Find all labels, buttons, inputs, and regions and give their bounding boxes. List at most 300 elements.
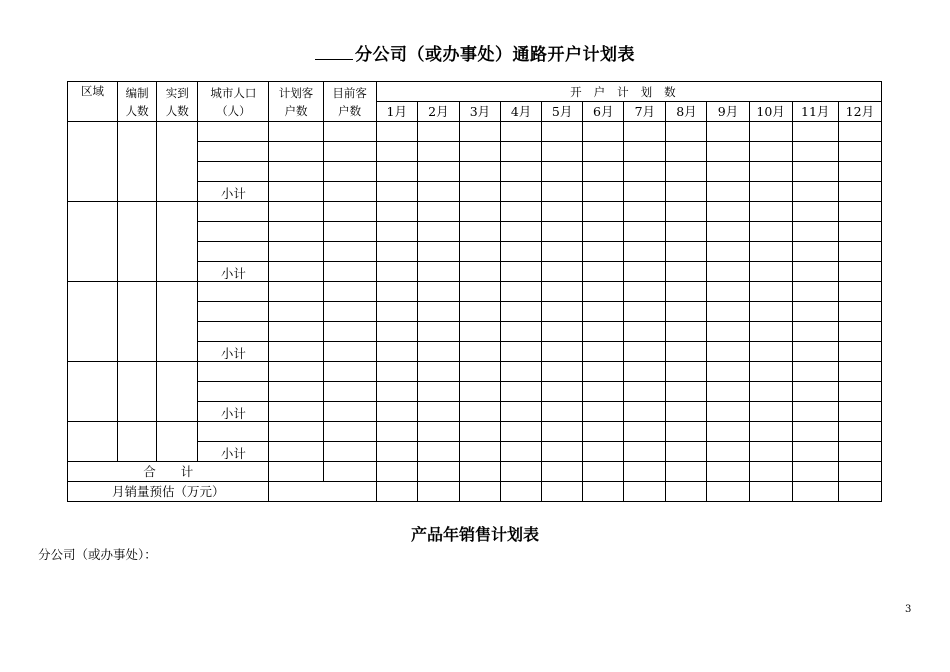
blank-cell[interactable] <box>749 142 792 162</box>
city-cell[interactable] <box>198 362 269 382</box>
blank-cell[interactable] <box>542 142 583 162</box>
blank-cell[interactable] <box>583 442 624 462</box>
blank-cell[interactable] <box>542 382 583 402</box>
blank-cell[interactable] <box>792 322 838 342</box>
blank-cell[interactable] <box>269 322 323 342</box>
blank-cell[interactable] <box>501 462 542 482</box>
blank-cell[interactable] <box>583 382 624 402</box>
blank-cell[interactable] <box>542 442 583 462</box>
blank-cell[interactable] <box>707 262 749 282</box>
blank-cell[interactable] <box>624 442 666 462</box>
blank-cell[interactable] <box>542 262 583 282</box>
blank-cell[interactable] <box>749 302 792 322</box>
blank-cell[interactable] <box>417 122 459 142</box>
blank-cell[interactable] <box>323 342 376 362</box>
blank-cell[interactable] <box>542 322 583 342</box>
city-cell[interactable] <box>198 122 269 142</box>
table-row <box>68 362 882 382</box>
blank-cell[interactable] <box>583 242 624 262</box>
blank-cell[interactable] <box>501 442 542 462</box>
blank-cell[interactable] <box>459 482 500 502</box>
blank-cell[interactable] <box>666 282 707 302</box>
blank-cell[interactable] <box>459 142 500 162</box>
blank-cell[interactable] <box>459 342 500 362</box>
blank-cell[interactable] <box>376 122 417 142</box>
blank-cell[interactable] <box>749 362 792 382</box>
table-row <box>68 282 882 302</box>
blank-cell[interactable] <box>459 422 500 442</box>
blank-cell[interactable] <box>838 342 881 362</box>
blank-cell[interactable] <box>417 402 459 422</box>
blank-cell[interactable] <box>269 282 323 302</box>
blank-cell[interactable] <box>838 462 881 482</box>
blank-cell[interactable] <box>707 142 749 162</box>
blank-cell[interactable] <box>666 462 707 482</box>
blank-cell[interactable] <box>376 222 417 242</box>
blank-cell[interactable] <box>838 142 881 162</box>
blank-cell[interactable] <box>792 402 838 422</box>
blank-cell[interactable] <box>666 162 707 182</box>
blank-cell[interactable] <box>792 242 838 262</box>
blank-cell[interactable] <box>376 322 417 342</box>
blank-cell[interactable] <box>838 162 881 182</box>
blank-cell[interactable] <box>624 342 666 362</box>
blank-cell[interactable] <box>376 242 417 262</box>
blank-cell[interactable] <box>417 202 459 222</box>
city-cell[interactable] <box>198 242 269 262</box>
blank-cell[interactable] <box>417 442 459 462</box>
blank-cell[interactable] <box>542 122 583 142</box>
blank-cell[interactable] <box>792 482 838 502</box>
blank-cell[interactable] <box>707 482 749 502</box>
blank-cell[interactable] <box>838 362 881 382</box>
blank-cell[interactable] <box>542 362 583 382</box>
staff-cell[interactable] <box>118 282 157 362</box>
city-cell[interactable] <box>198 382 269 402</box>
blank-cell[interactable] <box>707 202 749 222</box>
blank-cell[interactable] <box>323 282 376 302</box>
blank-cell[interactable] <box>749 182 792 202</box>
blank-cell[interactable] <box>666 142 707 162</box>
blank-cell[interactable] <box>749 442 792 462</box>
blank-cell[interactable] <box>838 222 881 242</box>
blank-cell[interactable] <box>376 302 417 322</box>
blank-cell[interactable] <box>707 222 749 242</box>
blank-cell[interactable] <box>376 262 417 282</box>
blank-cell[interactable] <box>501 322 542 342</box>
blank-cell[interactable] <box>542 402 583 422</box>
blank-cell[interactable] <box>666 382 707 402</box>
blank-cell[interactable] <box>583 322 624 342</box>
blank-cell[interactable] <box>459 322 500 342</box>
blank-cell[interactable] <box>417 282 459 302</box>
blank-cell[interactable] <box>838 302 881 322</box>
blank-cell[interactable] <box>376 422 417 442</box>
blank-cell[interactable] <box>838 122 881 142</box>
blank-cell[interactable] <box>376 282 417 302</box>
blank-cell[interactable] <box>269 362 323 382</box>
blank-cell[interactable] <box>838 262 881 282</box>
city-cell[interactable] <box>198 142 269 162</box>
blank-cell[interactable] <box>707 302 749 322</box>
city-cell[interactable] <box>198 162 269 182</box>
blank-cell[interactable] <box>501 262 542 282</box>
blank-cell[interactable] <box>624 282 666 302</box>
blank-cell[interactable] <box>269 422 323 442</box>
region-cell[interactable] <box>68 282 118 362</box>
blank-cell[interactable] <box>624 302 666 322</box>
blank-cell[interactable] <box>323 142 376 162</box>
blank-cell[interactable] <box>417 222 459 242</box>
city-cell[interactable] <box>198 322 269 342</box>
blank-cell[interactable] <box>417 142 459 162</box>
blank-cell[interactable] <box>707 422 749 442</box>
blank-cell[interactable] <box>583 342 624 362</box>
blank-cell[interactable] <box>838 202 881 222</box>
blank-cell[interactable] <box>269 122 323 142</box>
blank-cell[interactable] <box>624 162 666 182</box>
blank-cell[interactable] <box>323 422 376 442</box>
blank-cell[interactable] <box>707 282 749 302</box>
blank-cell[interactable] <box>501 362 542 382</box>
blank-cell[interactable] <box>666 242 707 262</box>
blank-cell[interactable] <box>792 382 838 402</box>
city-cell[interactable] <box>198 202 269 222</box>
blank-cell[interactable] <box>583 482 624 502</box>
blank-cell[interactable] <box>583 302 624 322</box>
blank-cell[interactable] <box>707 122 749 142</box>
blank-cell[interactable] <box>838 382 881 402</box>
blank-cell[interactable] <box>583 362 624 382</box>
blank-cell[interactable] <box>269 202 323 222</box>
blank-cell[interactable] <box>459 202 500 222</box>
table-row <box>68 122 882 142</box>
blank-cell[interactable] <box>583 282 624 302</box>
blank-cell[interactable] <box>376 342 417 362</box>
blank-cell[interactable] <box>323 442 376 462</box>
blank-cell[interactable] <box>501 342 542 362</box>
blank-cell[interactable] <box>749 482 792 502</box>
blank-cell[interactable] <box>269 342 323 362</box>
blank-cell[interactable] <box>417 382 459 402</box>
actual-cell[interactable] <box>157 422 198 462</box>
blank-cell[interactable] <box>417 162 459 182</box>
blank-cell[interactable] <box>269 382 323 402</box>
city-cell[interactable] <box>198 302 269 322</box>
blank-cell[interactable] <box>323 242 376 262</box>
blank-cell[interactable] <box>624 482 666 502</box>
blank-cell[interactable] <box>583 222 624 242</box>
blank-cell[interactable] <box>749 282 792 302</box>
region-cell[interactable] <box>68 202 118 282</box>
blank-cell[interactable] <box>792 222 838 242</box>
blank-cell[interactable] <box>838 282 881 302</box>
blank-cell[interactable] <box>792 142 838 162</box>
blank-cell[interactable] <box>542 342 583 362</box>
blank-cell[interactable] <box>838 322 881 342</box>
blank-cell[interactable] <box>583 462 624 482</box>
blank-cell[interactable] <box>323 382 376 402</box>
blank-cell[interactable] <box>417 302 459 322</box>
blank-cell[interactable] <box>459 282 500 302</box>
region-cell[interactable] <box>68 422 118 462</box>
blank-cell[interactable] <box>417 262 459 282</box>
blank-cell[interactable] <box>417 322 459 342</box>
blank-cell[interactable] <box>269 302 323 322</box>
blank-cell[interactable] <box>666 222 707 242</box>
blank-cell[interactable] <box>624 202 666 222</box>
blank-cell[interactable] <box>666 342 707 362</box>
blank-cell[interactable] <box>749 422 792 442</box>
blank-cell[interactable] <box>459 162 500 182</box>
blank-cell[interactable] <box>707 462 749 482</box>
blank-cell[interactable] <box>417 482 459 502</box>
blank-cell[interactable] <box>501 282 542 302</box>
blank-cell[interactable] <box>749 402 792 422</box>
blank-cell[interactable] <box>583 142 624 162</box>
blank-cell[interactable] <box>792 422 838 442</box>
blank-cell[interactable] <box>707 182 749 202</box>
blank-cell[interactable] <box>838 422 881 442</box>
month-header: 10月 <box>749 102 792 122</box>
blank-cell[interactable] <box>376 462 417 482</box>
blank-cell[interactable] <box>269 182 323 202</box>
month-header: 8月 <box>666 102 707 122</box>
blank-cell[interactable] <box>838 242 881 262</box>
blank-cell[interactable] <box>376 182 417 202</box>
blank-cell[interactable] <box>459 182 500 202</box>
blank-cell[interactable] <box>583 402 624 422</box>
blank-cell[interactable] <box>542 182 583 202</box>
blank-cell[interactable] <box>749 262 792 282</box>
blank-cell[interactable] <box>666 262 707 282</box>
city-cell[interactable] <box>198 282 269 302</box>
blank-cell[interactable] <box>838 442 881 462</box>
blank-cell[interactable] <box>501 202 542 222</box>
blank-cell[interactable] <box>459 242 500 262</box>
blank-cell[interactable] <box>459 382 500 402</box>
blank-cell[interactable] <box>707 242 749 262</box>
blank-cell[interactable] <box>583 182 624 202</box>
blank-cell[interactable] <box>459 362 500 382</box>
blank-cell[interactable] <box>624 362 666 382</box>
blank-cell[interactable] <box>792 262 838 282</box>
blank-cell[interactable] <box>501 142 542 162</box>
blank-cell[interactable] <box>792 162 838 182</box>
blank-cell[interactable] <box>792 442 838 462</box>
blank-cell[interactable] <box>666 402 707 422</box>
blank-cell[interactable] <box>376 442 417 462</box>
blank-cell[interactable] <box>624 182 666 202</box>
blank-cell[interactable] <box>749 162 792 182</box>
actual-cell[interactable] <box>157 362 198 422</box>
blank-cell[interactable] <box>417 182 459 202</box>
actual-cell[interactable] <box>157 282 198 362</box>
blank-cell[interactable] <box>501 122 542 142</box>
blank-cell[interactable] <box>323 322 376 342</box>
blank-cell[interactable] <box>323 402 376 422</box>
blank-cell[interactable] <box>707 402 749 422</box>
blank-cell[interactable] <box>376 162 417 182</box>
blank-cell[interactable] <box>501 242 542 262</box>
blank-cell[interactable] <box>749 322 792 342</box>
blank-cell[interactable] <box>376 362 417 382</box>
blank-cell[interactable] <box>838 482 881 502</box>
blank-cell[interactable] <box>666 302 707 322</box>
blank-cell[interactable] <box>542 302 583 322</box>
blank-cell[interactable] <box>501 402 542 422</box>
blank-cell[interactable] <box>749 222 792 242</box>
blank-cell[interactable] <box>666 122 707 142</box>
blank-cell[interactable] <box>542 162 583 182</box>
blank-cell[interactable] <box>501 222 542 242</box>
blank-cell[interactable] <box>707 322 749 342</box>
blank-cell[interactable] <box>624 122 666 142</box>
blank-cell[interactable] <box>838 402 881 422</box>
blank-cell[interactable] <box>376 142 417 162</box>
blank-cell[interactable] <box>624 262 666 282</box>
blank-cell[interactable] <box>542 482 583 502</box>
blank-cell[interactable] <box>792 362 838 382</box>
blank-cell[interactable] <box>323 462 376 482</box>
blank-cell[interactable] <box>269 222 323 242</box>
blank-cell[interactable] <box>542 462 583 482</box>
blank-cell[interactable] <box>792 342 838 362</box>
blank-cell[interactable] <box>269 442 323 462</box>
blank-cell[interactable] <box>624 382 666 402</box>
blank-cell[interactable] <box>323 202 376 222</box>
blank-cell[interactable] <box>269 262 323 282</box>
blank-cell[interactable] <box>459 402 500 422</box>
blank-cell[interactable] <box>269 462 323 482</box>
blank-cell[interactable] <box>583 122 624 142</box>
region-cell[interactable] <box>68 122 118 202</box>
sales-plan-title: 产品年销售计划表 <box>410 525 539 544</box>
blank-cell[interactable] <box>583 162 624 182</box>
blank-cell[interactable] <box>501 162 542 182</box>
blank-cell[interactable] <box>792 182 838 202</box>
blank-cell[interactable] <box>666 322 707 342</box>
blank-cell[interactable] <box>323 222 376 242</box>
staff-cell[interactable] <box>118 122 157 202</box>
blank-cell[interactable] <box>666 202 707 222</box>
blank-cell[interactable] <box>707 362 749 382</box>
blank-cell[interactable] <box>323 362 376 382</box>
blank-cell[interactable] <box>583 262 624 282</box>
blank-cell[interactable] <box>749 242 792 262</box>
blank-cell[interactable] <box>376 202 417 222</box>
blank-cell[interactable] <box>323 122 376 142</box>
region-cell[interactable] <box>68 362 118 422</box>
blank-cell[interactable] <box>792 302 838 322</box>
blank-cell[interactable] <box>323 262 376 282</box>
table-row <box>68 202 882 222</box>
blank-cell[interactable] <box>666 442 707 462</box>
blank-cell[interactable] <box>459 462 500 482</box>
blank-cell[interactable] <box>666 482 707 502</box>
blank-cell[interactable] <box>501 382 542 402</box>
blank-cell[interactable] <box>501 422 542 442</box>
blank-cell[interactable] <box>624 222 666 242</box>
blank-cell[interactable] <box>501 302 542 322</box>
blank-cell[interactable] <box>542 282 583 302</box>
blank-cell[interactable] <box>269 402 323 422</box>
blank-cell[interactable] <box>624 242 666 262</box>
blank-cell[interactable] <box>749 342 792 362</box>
blank-cell[interactable] <box>583 202 624 222</box>
blank-cell[interactable] <box>792 202 838 222</box>
city-cell[interactable] <box>198 422 269 442</box>
blank-cell[interactable] <box>501 482 542 502</box>
blank-cell[interactable] <box>542 242 583 262</box>
actual-cell[interactable] <box>157 202 198 282</box>
city-cell[interactable] <box>198 222 269 242</box>
blank-cell[interactable] <box>269 162 323 182</box>
blank-cell[interactable] <box>624 322 666 342</box>
actual-cell[interactable] <box>157 122 198 202</box>
blank-cell[interactable] <box>666 422 707 442</box>
blank-cell[interactable] <box>376 482 417 502</box>
blank-cell[interactable] <box>792 462 838 482</box>
staff-cell[interactable] <box>118 362 157 422</box>
blank-cell[interactable] <box>417 422 459 442</box>
blank-cell[interactable] <box>707 162 749 182</box>
blank-cell[interactable] <box>323 162 376 182</box>
blank-cell[interactable] <box>749 382 792 402</box>
blank-cell[interactable] <box>459 262 500 282</box>
blank-cell[interactable] <box>417 342 459 362</box>
blank-cell[interactable] <box>323 302 376 322</box>
blank-cell[interactable] <box>749 462 792 482</box>
blank-cell[interactable] <box>417 362 459 382</box>
blank-cell[interactable] <box>459 302 500 322</box>
blank-cell[interactable] <box>269 242 323 262</box>
blank-cell[interactable] <box>624 402 666 422</box>
blank-cell[interactable] <box>459 222 500 242</box>
blank-cell[interactable] <box>376 402 417 422</box>
blank-cell[interactable] <box>707 442 749 462</box>
blank-cell[interactable] <box>624 462 666 482</box>
blank-cell[interactable] <box>666 182 707 202</box>
blank-cell[interactable] <box>417 242 459 262</box>
staff-cell[interactable] <box>118 422 157 462</box>
blank-cell[interactable] <box>501 182 542 202</box>
blank-cell[interactable] <box>417 462 459 482</box>
blank-cell[interactable] <box>459 442 500 462</box>
blank-cell[interactable] <box>542 222 583 242</box>
forecast-label: 月销量预估（万元） <box>68 482 269 502</box>
blank-cell[interactable] <box>792 282 838 302</box>
forecast-value-cell[interactable] <box>269 482 376 502</box>
blank-cell[interactable] <box>542 202 583 222</box>
blank-cell[interactable] <box>376 382 417 402</box>
blank-cell[interactable] <box>323 182 376 202</box>
blank-cell[interactable] <box>624 142 666 162</box>
blank-cell[interactable] <box>459 122 500 142</box>
blank-cell[interactable] <box>624 422 666 442</box>
staff-cell[interactable] <box>118 202 157 282</box>
blank-cell[interactable] <box>542 422 583 442</box>
blank-cell[interactable] <box>707 342 749 362</box>
blank-cell[interactable] <box>707 382 749 402</box>
blank-cell[interactable] <box>749 122 792 142</box>
blank-cell[interactable] <box>269 142 323 162</box>
blank-cell[interactable] <box>838 182 881 202</box>
blank-cell[interactable] <box>749 202 792 222</box>
blank-cell[interactable] <box>792 122 838 142</box>
blank-cell[interactable] <box>666 362 707 382</box>
blank-cell[interactable] <box>583 422 624 442</box>
